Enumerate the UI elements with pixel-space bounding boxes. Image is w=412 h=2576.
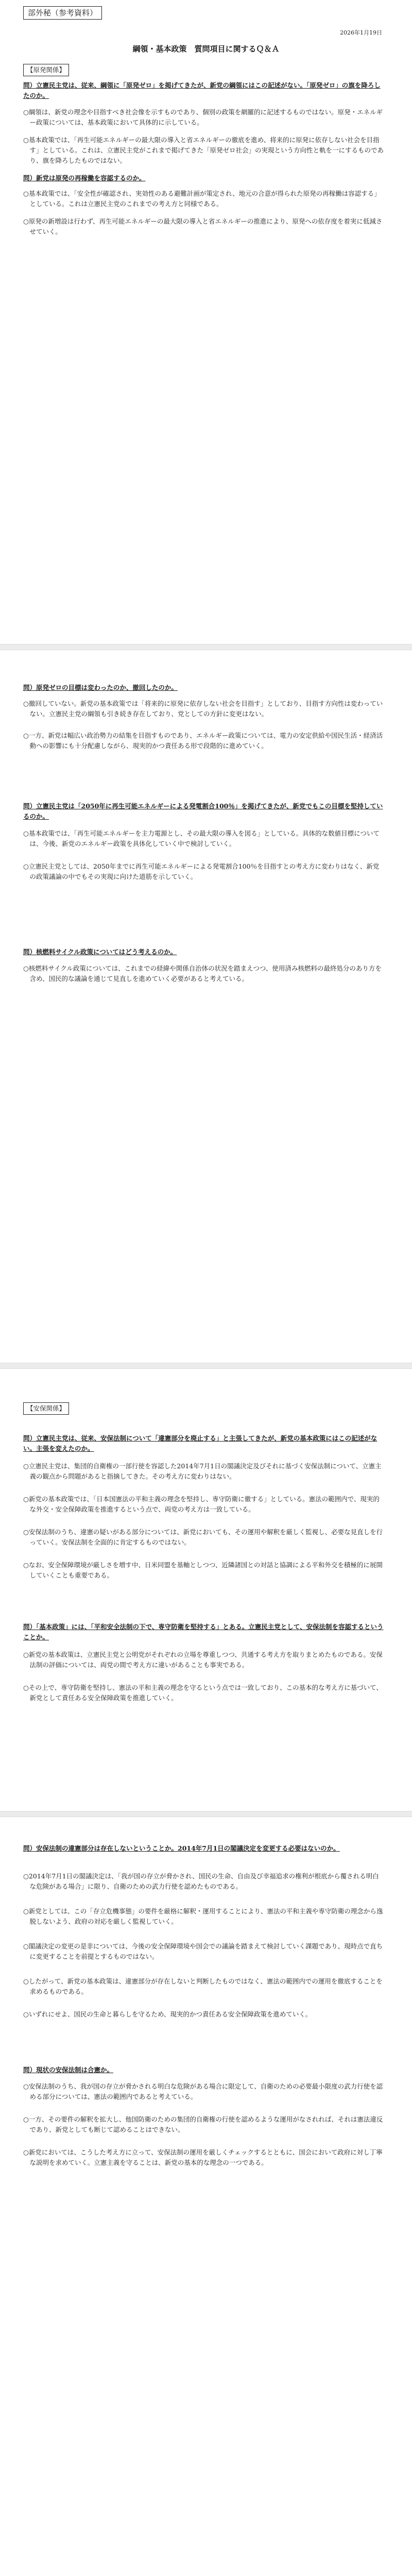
answer: ○核燃料サイクル政策については、これまでの経緯や関係自治体の状況を踏まえつつ、使用済み核燃料の最終処分のあり方を含め、国民的な議論を通じて見直しを進めていく必要があると考えている。 — [23, 964, 382, 982]
answer: ○立憲民主党は、集団的自衛権の一部行使を容認した2014年7月1日の閣議決定及びそれに基づく安保法制について、立憲主義の観点から問題があると指摘してきた。その考え方に変わりはない。 — [23, 1462, 382, 1480]
section-heading-nuclear: 【原発関係】 — [23, 64, 69, 76]
answer: ○安保法制のうち、違憲の疑いがある部分については、新党においても、その運用や解釈を厳しく監視し、必要な見直しを行っていく。安保法制を全面的に肯定するものではない。 — [23, 1528, 383, 1546]
answer: ○新党としては、この「存立危機事態」の要件を厳格に解釈・運用することにより、憲法の平和主義や専守防衛の理念から逸脱しないよう、政府の対応を厳しく監視していく。 — [23, 1907, 383, 1925]
answer: ○新党の基本政策では、「日本国憲法の平和主義の理念を堅持し、専守防衛に徹する」としている。憲法の範囲内で、現実的な外交・安全保障政策を推進するという点で、両党の考え方は一致している。 — [23, 1495, 380, 1513]
answer: ○その上で、専守防衛を堅持し、憲法の平和主義の理念を守るという点では一致しており、この基本的な考え方に基づいて、新党として責任ある安全保障政策を推進していく。 — [23, 1684, 383, 1702]
page-break — [0, 644, 412, 650]
confidential-label: 部外秘（参考資料） — [23, 6, 102, 20]
answer: ○閣議決定の変更の是非については、今後の安全保障環境や国会での議論を踏まえて検討していく課題であり、現時点で直ちに変更することを前提とするものではない。 — [23, 1942, 383, 1960]
document-date: 2026年1月19日 — [340, 29, 382, 36]
answer: ○綱領は、新党の理念や目指すべき社会像を示すものであり、個別の政策を網羅的に記述するものではない。原発・エネルギー政策については、基本政策において具体的に示している。 — [23, 108, 383, 126]
page-break — [0, 1363, 412, 1369]
question: 問）現状の安保法制は合憲か。 — [23, 2066, 114, 2074]
question: 問）立憲民主党は、従来、綱領に「原発ゼロ」を掲げてきたが、新党の綱領にはこの記述がない。「原発ゼロ」の旗を降ろしたのか。 — [23, 81, 381, 99]
page-break — [0, 1811, 412, 1817]
answer: ○したがって、新党の基本政策は、違憲部分が存在しないと判断したものではなく、憲法の範囲内での運用を徹底することを求めるものである。 — [23, 1977, 383, 1995]
answer: ○一方、その要件の解釈を拡大し、他国防衛のための集団的自衛権の行使を認めるような運用がなされれば、それは憲法違反であり、新党としても断じて認めることはできない。 — [23, 2115, 383, 2133]
question: 問）安保法制の違憲部分は存在しないということか。2014年7月1日の閣議決定を変更する必要はないのか。 — [23, 1844, 340, 1852]
question: 問）新党は原発の再稼働を容認するのか。 — [23, 174, 146, 182]
answer: ○新党の基本政策は、立憲民主党と公明党がそれぞれの立場を尊重しつつ、共通する考え方を取りまとめたものである。安保法制の評価については、両党の間で考え方に違いがあることも事実である。 — [23, 1651, 383, 1669]
answer: ○基本政策では、「再生可能エネルギーを主力電源とし、その最大限の導入を図る」としている。具体的な数値目標については、今後、新党のエネルギー政策を具体化していく中で検討していく。 — [23, 829, 380, 848]
question: 問）核燃料サイクル政策についてはどう考えるのか。 — [23, 948, 177, 956]
question: 問）立憲民主党は「2050年に再生可能エネルギーによる発電割合100％」を掲げてきたが、新党でもこの目標を堅持しているのか。 — [23, 802, 383, 820]
question: 問）立憲民主党は、従来、安保法制について「違憲部分を廃止する」と主張してきたが、新党の基本政策にはこの記述がない。主張を変えたのか。 — [23, 1434, 377, 1452]
answer: ○基本政策では、「再生可能エネルギーの最大限の導入と省エネルギーの徹底を進め、将来的に原発に依存しない社会を目指す」としている。これは、立憲民主党がこれまで掲げてきた「原発ゼロ社会」の実現という方向性と軌を一にするものであり、旗を降ろしたものではない。 — [23, 136, 384, 164]
answer: ○2014年7月1日の閣議決定は、「我が国の存立が脅かされ、国民の生命、自由及び幸福追求の権利が根底から覆される明白な危険がある場合」に限り、自衛のための武力行使を認めたものである。 — [23, 1872, 379, 1890]
question: 問）「基本政策」には、「平和安全法制の下で、専守防衛を堅持する」とある。立憲民主党として、安保法制を容認するということか。 — [23, 1623, 384, 1641]
answer: ○安保法制のうち、我が国の存立が脅かされる明白な危険がある場合に限定して、自衛のための必要最小限度の武力行使を認める部分については、憲法の範囲内であると考えている。 — [23, 2082, 383, 2100]
answer: ○いずれにせよ、国民の生命と暮らしを守るため、現実的かつ責任ある安全保障政策を進めていく。 — [23, 2010, 312, 2018]
answer: ○原発の新増設は行わず、再生可能エネルギーの最大限の導入と省エネルギーの推進により、原発への依存度を着実に低減させていく。 — [23, 217, 383, 235]
answer: ○立憲民主党としては、2050年までに再生可能エネルギーによる発電割合100％を目指すとの考え方に変わりはなく、新党の政策議論の中でもその実現に向けた道筋を示していく。 — [23, 862, 380, 880]
section-heading-security: 【安保関係】 — [23, 1402, 69, 1415]
question: 問）原発ゼロの目標は変わったのか、撤回したのか。 — [23, 684, 178, 691]
answer: ○新党においては、こうした考え方に立って、安保法制の運用を厳しくチェックするとともに、国会において政府に対し丁寧な説明を求めていく。立憲主義を守ることは、新党の基本的な理念の一つである。 — [23, 2148, 383, 2166]
answer: ○なお、安全保障環境が厳しさを増す中、日米同盟を基軸としつつ、近隣諸国との対話と協調による平和外交を積極的に展開していくことも重要である。 — [23, 1561, 383, 1579]
answer: ○基本政策では、「安全性が確認され、実効性のある避難計画が策定され、地元の合意が得られた原発の再稼働は容認する」としている。これは立憲民主党のこれまでの考え方と同様である。 — [23, 190, 381, 208]
answer: ○一方、新党は幅広い政治勢力の結集を目指すものであり、エネルギー政策については、電力の安定供給や国民生活・経済活動への影響にも十分配慮しながら、現実的かつ責任ある形で段階的に進めていく。 — [23, 732, 383, 750]
document-title: 綱領・基本政策 質問項目に関するＱ＆Ａ — [132, 44, 280, 54]
answer: ○撤回していない。新党の基本政策では「将来的に原発に依存しない社会を目指す」としており、目指す方向性は変わっていない。立憲民主党の綱領も引き続き存在しており、党としての方針に変更はない。 — [23, 700, 383, 718]
